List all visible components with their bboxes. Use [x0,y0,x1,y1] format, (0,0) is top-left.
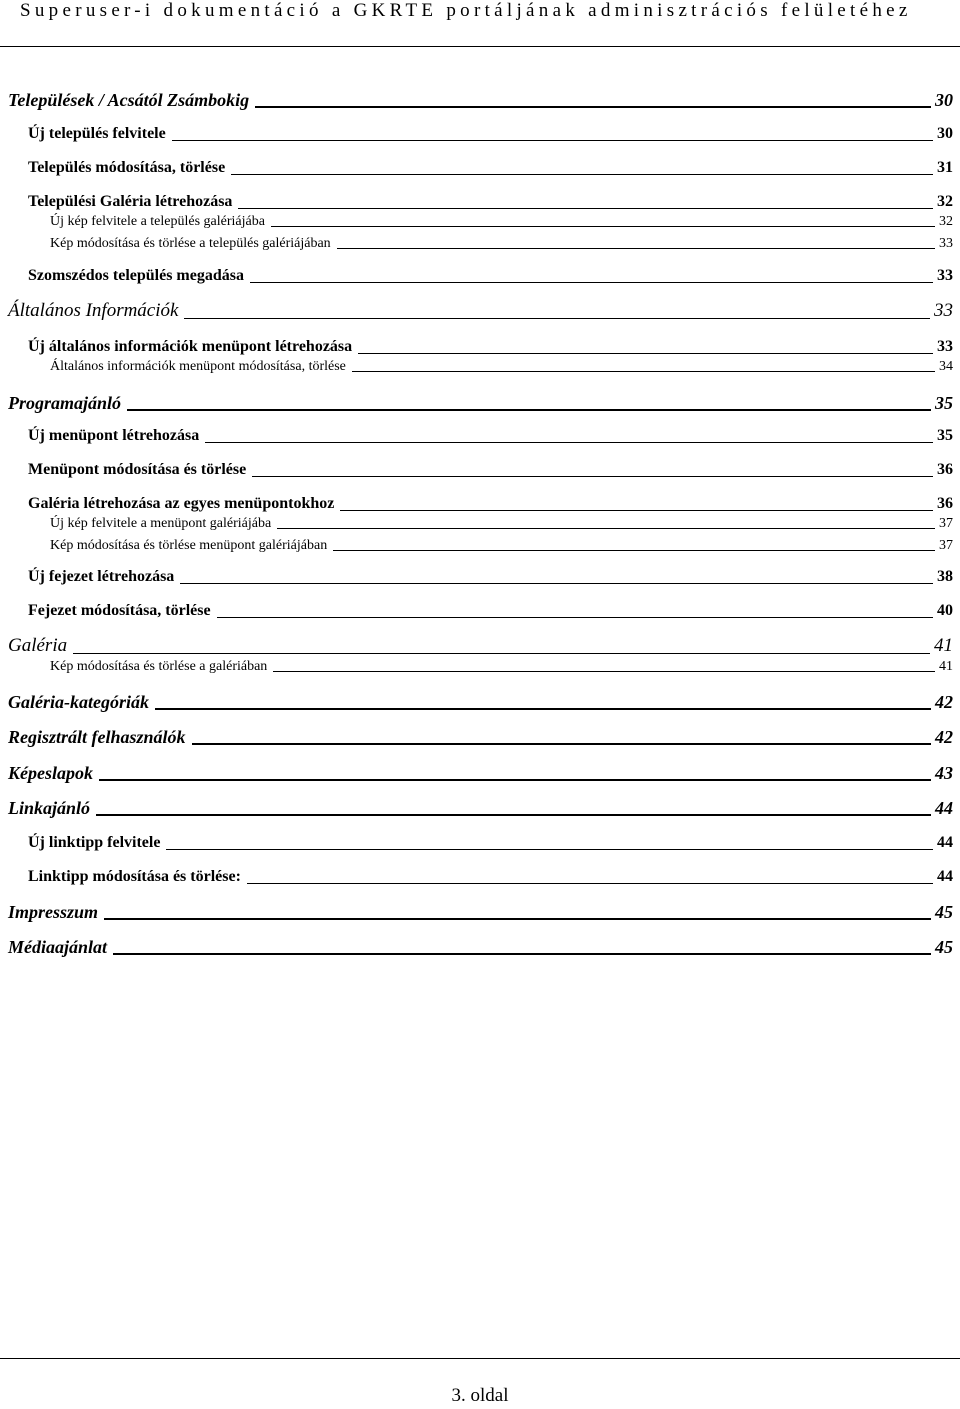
toc-entry-title: Általános információk menüpont módosítása, törlése [50,359,346,374]
toc-leader-line [337,248,935,249]
toc-leader-line [180,583,933,584]
toc-leader-line [99,779,931,781]
toc-entry-title: Regisztrált felhasználók [8,727,186,747]
toc-entry[interactable] [50,213,953,231]
toc-leader-line [333,550,935,551]
toc-entry[interactable] [50,537,953,555]
toc-entry-title: Új általános információk menüpont létrehozása [28,338,353,355]
toc-entry-page: 42 [935,727,953,747]
toc-entry-title: Linkajánló [8,798,91,818]
toc-entry[interactable] [28,459,953,481]
toc-entry[interactable] [8,634,953,658]
page-number: 3. oldal [451,1385,509,1406]
toc-entry-page: 33 [937,338,953,355]
toc-entry-title: Galéria [8,635,68,656]
toc-entry-page: 44 [937,834,953,851]
toc-entry[interactable] [50,235,953,253]
toc-entry[interactable] [28,265,953,287]
toc-entry-page: 36 [937,495,953,512]
toc-entry[interactable] [8,761,953,785]
toc-entry-page: 44 [937,868,953,885]
toc-entry-page: 41 [934,635,953,656]
toc-entry-title: Új fejezet létrehozása [28,568,175,585]
toc-entry-title: Linktipp módosítása és törlése: [28,868,241,885]
toc-entry[interactable] [50,515,953,533]
toc-entry-page: 43 [935,763,953,783]
toc-entry-title: Új menüpont létrehozása [28,427,200,444]
toc-entry-page: 35 [935,393,953,413]
toc-entry-title: Új kép felvitele a menüpont galériájába [50,516,272,531]
toc-entry-page: 41 [939,659,953,674]
toc-entry[interactable] [28,600,953,622]
toc-entry-title: Fejezet módosítása, törlése [28,602,211,619]
toc-entry-title: Képeslapok [8,763,93,783]
toc-entry[interactable] [28,123,953,145]
toc-entry-title: Új kép felvitele a település galériájába [50,214,265,229]
toc-leader-line [252,476,933,477]
toc-leader-line [113,953,931,955]
toc-leader-line [172,140,933,141]
toc-entry[interactable] [28,832,953,854]
toc-entry[interactable] [50,358,953,376]
toc-entry[interactable] [8,690,953,714]
toc-entry[interactable] [28,866,953,888]
toc-leader-line [255,106,931,108]
toc-entry-title: Települési Galéria létrehozása [28,193,233,210]
toc-entry-page: 32 [939,214,953,229]
toc-entry-page: 32 [937,193,953,210]
toc-entry-title: Új linktipp felvitele [28,834,161,851]
toc-leader-line [358,353,933,354]
toc-entry-title: Szomszédos település megadása [28,267,244,284]
toc-entry[interactable] [8,391,953,415]
toc-entry[interactable] [8,299,953,323]
toc-entry[interactable] [8,796,953,820]
toc-leader-line [127,409,931,411]
toc-leader-line [231,174,933,175]
toc-entry[interactable] [8,725,953,749]
toc-entry-page: 31 [937,159,953,176]
toc-leader-line [273,671,935,672]
toc-entry-page: 30 [935,90,953,110]
toc-entry-page: 30 [937,125,953,142]
toc-leader-line [155,708,931,710]
toc-entry-page: 36 [937,461,953,478]
toc-leader-line [250,282,933,283]
toc-entry-title: Kép módosítása és törlése a település galériájában [50,236,331,251]
toc-leader-line [247,883,933,884]
toc-entry-title: Kép módosítása és törlése a galériában [50,659,268,674]
toc-leader-line [271,226,935,227]
toc-leader-line [184,318,930,319]
toc-leader-line [238,208,933,209]
toc-entry-page: 33 [934,300,953,321]
toc-leader-line [340,510,933,511]
toc-leader-line [205,442,933,443]
toc-entry-page: 35 [937,427,953,444]
toc-entry-page: 40 [937,602,953,619]
toc-entry[interactable] [28,566,953,588]
toc-leader-line [217,617,933,618]
toc-entry-title: Galéria létrehozása az egyes menüpontokhoz [28,495,335,512]
footer-divider [0,1358,960,1359]
toc-entry[interactable] [8,88,953,112]
toc-leader-line [352,371,935,372]
toc-entry-title: Kép módosítása és törlése menüpont galériájában [50,538,328,553]
toc-entry-title: Új település felvitele [28,125,166,142]
toc-entry-title: Település módosítása, törlése [28,159,226,176]
toc-leader-line [104,918,931,920]
toc-entry-title: Általános Információk [8,300,179,321]
toc-entry-title: Települések / Acsától Zsámbokig [8,90,250,110]
toc-entry[interactable] [8,900,953,924]
toc-entry-title: Galéria-kategóriák [8,692,149,712]
toc-leader-line [73,653,930,654]
toc-entry[interactable] [28,336,953,358]
toc-entry-page: 42 [935,692,953,712]
toc-entry[interactable] [8,935,953,959]
toc-entry-title: Médiaajánlat [8,937,108,957]
toc-leader-line [166,849,933,850]
toc-entry-page: 33 [939,236,953,251]
toc-entry-page: 45 [935,937,953,957]
toc-entry-page: 45 [935,902,953,922]
toc-entry-title: Impresszum [8,902,99,922]
toc-entry[interactable] [28,157,953,179]
toc-entry[interactable] [28,191,953,213]
toc-entry-page: 37 [939,516,953,531]
document-title: Superuser-i dokumentáció a GKRTE portáljának adminisztrációs felületéhez [20,0,912,21]
toc-leader-line [192,743,931,745]
toc-entry[interactable] [28,425,953,447]
toc-entry-page: 34 [939,359,953,374]
toc-entry[interactable] [28,493,953,515]
toc-entry-page: 37 [939,538,953,553]
toc-entry[interactable] [50,658,953,676]
toc-entry-title: Menüpont módosítása és törlése [28,461,247,478]
toc-entry-page: 33 [937,267,953,284]
toc-leader-line [96,814,931,816]
toc-entry-title: Programajánló [8,393,122,413]
toc-leader-line [277,528,935,529]
toc-entry-page: 38 [937,568,953,585]
toc-entry-page: 44 [935,798,953,818]
